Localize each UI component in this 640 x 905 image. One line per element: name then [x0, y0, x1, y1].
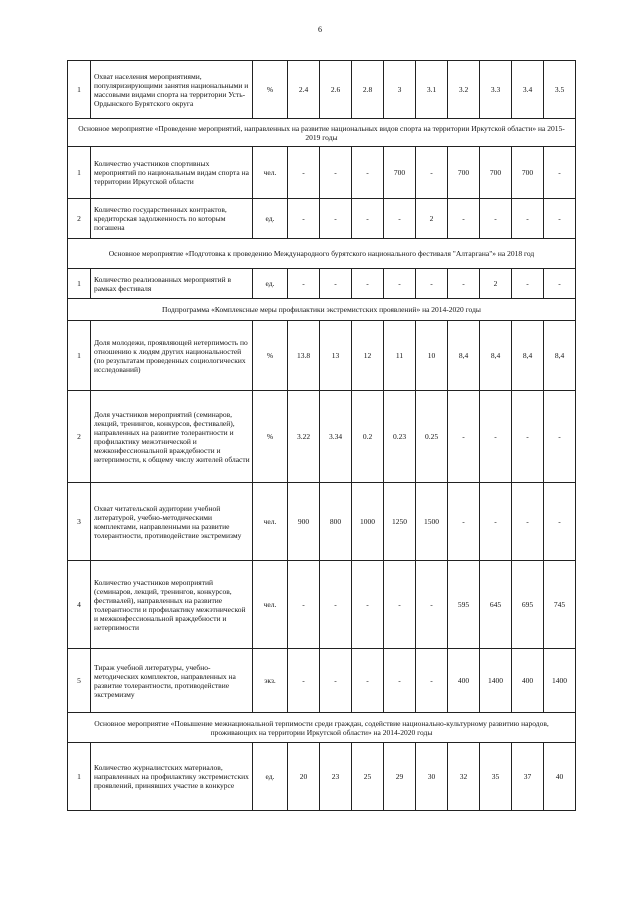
value-cell: 700 — [480, 147, 512, 199]
table-row — [68, 391, 576, 483]
value-cell: 645 — [480, 561, 512, 649]
value-cell: 23 — [320, 743, 352, 811]
row-number: 2 — [68, 199, 91, 239]
table-row — [68, 649, 576, 713]
value-cell: 10 — [416, 321, 448, 391]
value-cell: - — [416, 561, 448, 649]
row-number: 4 — [68, 561, 91, 649]
row-number: 1 — [68, 147, 91, 199]
value-cell: - — [288, 199, 320, 239]
unit-cell: ед. — [253, 199, 288, 239]
row-number: 1 — [68, 321, 91, 391]
value-cell: - — [544, 147, 576, 199]
table-body — [68, 61, 576, 811]
value-cell: - — [384, 649, 416, 713]
value-cell: 30 — [416, 743, 448, 811]
unit-cell: ед. — [253, 269, 288, 299]
indicators-table — [67, 60, 576, 811]
table-row — [68, 147, 576, 199]
value-cell: 700 — [448, 147, 480, 199]
value-cell: 2.6 — [320, 61, 352, 119]
table-row — [68, 321, 576, 391]
value-cell: - — [320, 649, 352, 713]
value-cell: - — [480, 391, 512, 483]
value-cell: 1500 — [416, 483, 448, 561]
indicator-name: Тираж учебной литературы, учебно-методических комплектов, направленных на развитие толерантности, противодействие экстремизму — [91, 649, 253, 713]
value-cell: 1250 — [384, 483, 416, 561]
value-cell: 29 — [384, 743, 416, 811]
value-cell: 0.23 — [384, 391, 416, 483]
value-cell: - — [512, 199, 544, 239]
value-cell: 745 — [544, 561, 576, 649]
indicator-name: Количество участников мероприятий (семинаров, лекций, тренингов, конкурсов, фестивалей), направленных на развитие толерантности и профилактику межэтнической и межконфессиональной враждебности и нетерпимости — [91, 561, 253, 649]
table-row — [68, 483, 576, 561]
indicator-name: Количество государственных контрактов, кредиторская задолженность по которым погашена — [91, 199, 253, 239]
section-row — [68, 239, 576, 269]
indicator-name: Охват читательской аудитории учебной литературой, учебно-методическими комплектами, направленными на развитие толерантности, противодействие экстремизму — [91, 483, 253, 561]
value-cell: - — [512, 269, 544, 299]
row-number: 3 — [68, 483, 91, 561]
value-cell: - — [320, 561, 352, 649]
value-cell: - — [480, 483, 512, 561]
value-cell: 800 — [320, 483, 352, 561]
value-cell: - — [352, 147, 384, 199]
value-cell: 13.8 — [288, 321, 320, 391]
table-row — [68, 199, 576, 239]
value-cell: 1400 — [480, 649, 512, 713]
value-cell: - — [416, 147, 448, 199]
value-cell: 2.8 — [352, 61, 384, 119]
value-cell: - — [320, 199, 352, 239]
page-number: 6 — [318, 25, 322, 34]
table-row — [68, 743, 576, 811]
value-cell: - — [320, 147, 352, 199]
value-cell: 700 — [512, 147, 544, 199]
indicator-name: Охват населения мероприятиями, популяризирующими занятия национальными и массовыми видами спорта на территории Усть-Ордынского Бурятского округа — [91, 61, 253, 119]
value-cell: 32 — [448, 743, 480, 811]
section-title: Подпрограмма «Комплексные меры профилактики экстремистских проявлений» на 2014-2020 годы — [68, 299, 576, 321]
section-title: Основное мероприятие «Подготовка к проведению Международного бурятского национального фестиваля "Алтаргана"» на 2018 год — [68, 239, 576, 269]
section-row — [68, 713, 576, 743]
value-cell: 695 — [512, 561, 544, 649]
unit-cell: % — [253, 321, 288, 391]
section-title: Основное мероприятие «Повышение межнациональной терпимости среди граждан, содействие национально-культурному развитию народов, проживающих на территории Иркутской области» на 2014-2020 годы — [68, 713, 576, 743]
value-cell: - — [512, 483, 544, 561]
unit-cell: чел. — [253, 147, 288, 199]
value-cell: - — [288, 147, 320, 199]
value-cell: - — [352, 649, 384, 713]
unit-cell: ед. — [253, 743, 288, 811]
row-number: 1 — [68, 269, 91, 299]
value-cell: 11 — [384, 321, 416, 391]
value-cell: - — [544, 269, 576, 299]
value-cell: - — [544, 199, 576, 239]
value-cell: 400 — [512, 649, 544, 713]
value-cell: - — [448, 483, 480, 561]
value-cell: 595 — [448, 561, 480, 649]
value-cell: - — [544, 483, 576, 561]
value-cell: 0.2 — [352, 391, 384, 483]
value-cell: 20 — [288, 743, 320, 811]
value-cell: - — [384, 199, 416, 239]
value-cell: - — [512, 391, 544, 483]
unit-cell: чел. — [253, 561, 288, 649]
value-cell: 1400 — [544, 649, 576, 713]
value-cell: 8,4 — [480, 321, 512, 391]
unit-cell: % — [253, 61, 288, 119]
value-cell: 3.5 — [544, 61, 576, 119]
value-cell: - — [320, 269, 352, 299]
value-cell: - — [448, 199, 480, 239]
row-number: 2 — [68, 391, 91, 483]
value-cell: 3.2 — [448, 61, 480, 119]
value-cell: - — [448, 269, 480, 299]
indicator-name: Количество участников спортивных мероприятий по национальным видам спорта на территории Иркутской области — [91, 147, 253, 199]
row-number: 1 — [68, 743, 91, 811]
unit-cell: % — [253, 391, 288, 483]
unit-cell: чел. — [253, 483, 288, 561]
value-cell: 2.4 — [288, 61, 320, 119]
indicator-name: Количество реализованных мероприятий в рамках фестиваля — [91, 269, 253, 299]
value-cell: 12 — [352, 321, 384, 391]
value-cell: 1000 — [352, 483, 384, 561]
indicator-name: Доля молодежи, проявляющей нетерпимость по отношению к людям других национальностей (по результатам проведенных социологических исследований) — [91, 321, 253, 391]
row-number: 1 — [68, 61, 91, 119]
value-cell: - — [288, 561, 320, 649]
value-cell: - — [352, 561, 384, 649]
value-cell: - — [352, 269, 384, 299]
value-cell: - — [384, 561, 416, 649]
row-number: 5 — [68, 649, 91, 713]
value-cell: 400 — [448, 649, 480, 713]
value-cell: 13 — [320, 321, 352, 391]
indicator-name: Количество журналистских материалов, направленных на профилактику экстремистских проявлений, принявших участие в конкурсе — [91, 743, 253, 811]
table-row — [68, 561, 576, 649]
value-cell: 8,4 — [544, 321, 576, 391]
value-cell: 700 — [384, 147, 416, 199]
value-cell: 0.25 — [416, 391, 448, 483]
value-cell: 900 — [288, 483, 320, 561]
value-cell: 35 — [480, 743, 512, 811]
table-row — [68, 61, 576, 119]
section-title: Основное мероприятие «Проведение мероприятий, направленных на развитие национальных видов спорта на территории Иркутской области» на 2015-2019 годы — [68, 119, 576, 147]
unit-cell: экз. — [253, 649, 288, 713]
value-cell: 3.1 — [416, 61, 448, 119]
value-cell: 37 — [512, 743, 544, 811]
value-cell: 2 — [416, 199, 448, 239]
value-cell: 3.4 — [512, 61, 544, 119]
section-row — [68, 299, 576, 321]
value-cell: - — [480, 199, 512, 239]
value-cell: 25 — [352, 743, 384, 811]
value-cell: - — [288, 649, 320, 713]
value-cell: 3.22 — [288, 391, 320, 483]
value-cell: 3.34 — [320, 391, 352, 483]
value-cell: 2 — [480, 269, 512, 299]
value-cell: 40 — [544, 743, 576, 811]
value-cell: 8,4 — [512, 321, 544, 391]
value-cell: 3 — [384, 61, 416, 119]
value-cell: - — [384, 269, 416, 299]
value-cell: - — [352, 199, 384, 239]
value-cell: - — [544, 391, 576, 483]
value-cell: 8,4 — [448, 321, 480, 391]
indicator-name: Доля участников мероприятий (семинаров, лекций, тренингов, конкурсов, фестивалей), направленных на развитие толерантности и профилактику межэтнической и межконфессиональной враждебности и нетерпимости, к общему числу жителей области — [91, 391, 253, 483]
value-cell: - — [416, 649, 448, 713]
section-row — [68, 119, 576, 147]
value-cell: - — [288, 269, 320, 299]
value-cell: - — [416, 269, 448, 299]
value-cell: 3.3 — [480, 61, 512, 119]
table-row — [68, 269, 576, 299]
value-cell: - — [448, 391, 480, 483]
